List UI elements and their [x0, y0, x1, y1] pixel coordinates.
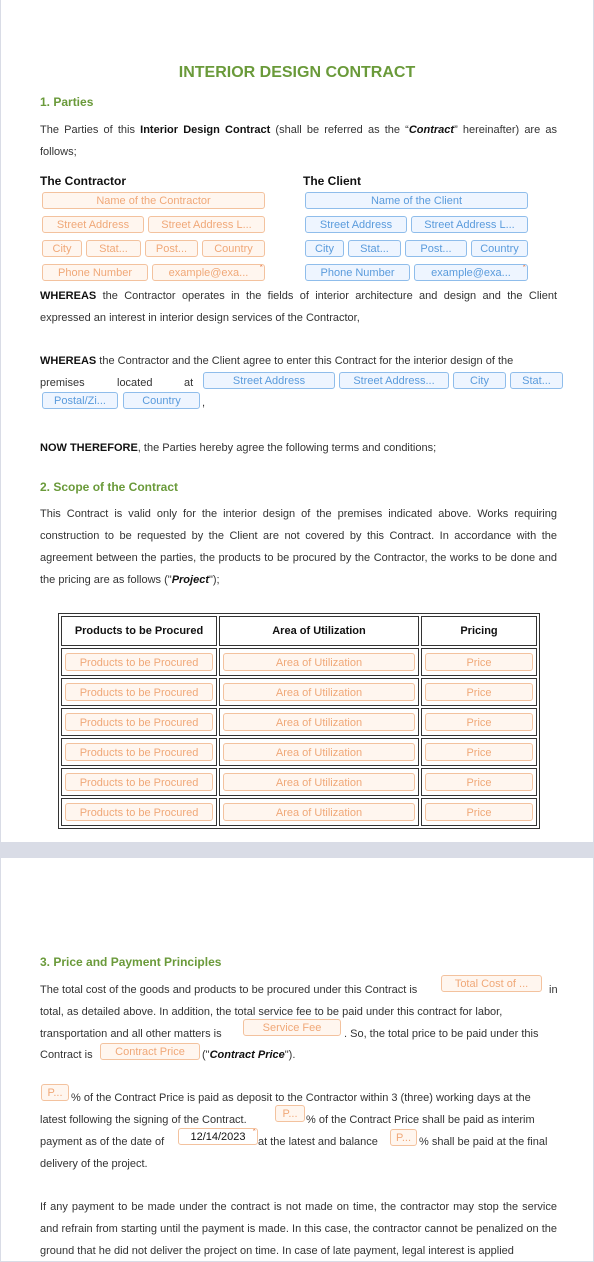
price-line-2: total, as detailed above. In addition, the total service fee to be paid under this contract for labor, [40, 1006, 503, 1018]
interim-percent-field[interactable]: P... [275, 1105, 305, 1122]
payment-line-3b: at the latest and balance [258, 1136, 378, 1148]
area-field[interactable]: Area of Utilization [223, 773, 415, 791]
contractor-phone-field[interactable]: Phone Number [42, 264, 148, 281]
table-row [61, 738, 537, 766]
premises-word: premises [40, 377, 85, 389]
price-field[interactable]: Price [425, 683, 533, 701]
price-line-1b: in [549, 984, 558, 996]
payment-line-4: delivery of the project. [40, 1158, 148, 1170]
product-field[interactable]: Products to be Procured [65, 713, 213, 731]
col-header-area: Area of Utilization [219, 616, 419, 646]
contract-price-field[interactable]: Contract Price [100, 1043, 200, 1060]
premises-state-field[interactable]: Stat... [510, 372, 563, 389]
document-title: INTERIOR DESIGN CONTRACT [178, 64, 416, 81]
section-heading-parties: 1. Parties [40, 95, 94, 109]
project-table [58, 613, 540, 829]
col-header-products: Products to be Procured [61, 616, 217, 646]
client-name-field[interactable]: Name of the Client [305, 192, 528, 209]
client-city-field[interactable]: City [305, 240, 344, 257]
client-phone-field[interactable]: Phone Number [305, 264, 410, 281]
price-field[interactable]: Price [425, 773, 533, 791]
scope-paragraph: This Contract is valid only for the interior design of the premises indicated above. Works requiring construction to be requested by the Client are not covered by this Contract. In accordance with the agreement between the parties, the products to be procured by the Contractor, the works to be done and the pricing are as follows ("Project"); [40, 508, 557, 586]
section-heading-scope: 2. Scope of the Contract [40, 480, 179, 494]
table-header-row [61, 616, 537, 646]
contractor-email-field[interactable]: example@exa... * [152, 264, 265, 281]
price-line-4b: ("Contract Price"). [202, 1049, 296, 1061]
table-row [61, 648, 537, 676]
product-field[interactable]: Products to be Procured [65, 773, 213, 791]
area-field[interactable]: Area of Utilization [223, 803, 415, 821]
intro-paragraph: The Parties of this Interior Design Contract (shall be referred as the “Contract” hereinafter) are as follows; [40, 124, 557, 158]
document-page-1 [1, 0, 593, 842]
whereas-paragraph-2: WHEREAS the Contractor and the Client agree to enter this Contract for the interior design of the [40, 355, 514, 367]
client-street-field[interactable]: Street Address [305, 216, 407, 233]
client-state-field[interactable]: Stat... [348, 240, 401, 257]
payment-line-3a: payment as of the date of [40, 1136, 165, 1148]
price-field[interactable]: Price [425, 743, 533, 761]
client-street2-field[interactable]: Street Address L... [411, 216, 528, 233]
late-payment-paragraph: If any payment to be made under the contract is not made on time, the contractor may stop the service and refrain from starting until the payment is made. In this case, the contractor cannot be penalized on the ground that he did not deliver the project on time. In case of late payment, legal interest is applied [40, 1201, 557, 1257]
price-field[interactable]: Price [425, 803, 533, 821]
document-page-2 [1, 858, 593, 1261]
area-field[interactable]: Area of Utilization [223, 743, 415, 761]
contractor-city-field[interactable]: City [42, 240, 82, 257]
price-line-1a: The total cost of the goods and products to be procured under this Contract is [40, 984, 418, 996]
premises-postal-field[interactable]: Postal/Zi... [42, 392, 118, 409]
premises-street-field[interactable]: Street Address [203, 372, 335, 389]
price-line-3a: transportation and all other matters is [40, 1028, 222, 1040]
client-country-field[interactable]: Country [471, 240, 528, 257]
price-field[interactable]: Price [425, 653, 533, 671]
price-field[interactable]: Price [425, 713, 533, 731]
price-line-4a: Contract is [40, 1049, 93, 1061]
product-field[interactable]: Products to be Procured [65, 803, 213, 821]
located-word: located [117, 377, 153, 389]
service-fee-field[interactable]: Service Fee [243, 1019, 341, 1036]
payment-line-1: % of the Contract Price is paid as deposit to the Contractor within 3 (three) working days at the [71, 1092, 531, 1104]
contractor-state-field[interactable]: Stat... [86, 240, 141, 257]
area-field[interactable]: Area of Utilization [223, 653, 415, 671]
contractor-heading: The Contractor [40, 174, 127, 188]
area-field[interactable]: Area of Utilization [223, 713, 415, 731]
price-line-3b: . So, the total price to be paid under this [344, 1028, 539, 1040]
product-field[interactable]: Products to be Procured [65, 653, 213, 671]
contractor-country-field[interactable]: Country [202, 240, 265, 257]
whereas-paragraph-1: WHEREAS the Contractor operates in the fields of interior architecture and design and the Client expressed an interest in interior design services of the Contractor, [40, 290, 557, 324]
deposit-percent-field[interactable]: P... [41, 1084, 69, 1101]
at-word: at [184, 377, 194, 389]
table-row [61, 798, 537, 826]
interim-date-field[interactable]: 12/14/2023 * [178, 1128, 258, 1145]
balance-percent-field[interactable]: P... [390, 1129, 417, 1146]
contractor-street-field[interactable]: Street Address [42, 216, 144, 233]
payment-line-2a: latest following the signing of the Contract. [40, 1114, 247, 1126]
product-field[interactable]: Products to be Procured [65, 683, 213, 701]
total-cost-field[interactable]: Total Cost of ... [441, 975, 542, 992]
payment-line-3c: % shall be paid at the final [419, 1136, 548, 1148]
premises-country-field[interactable]: Country [123, 392, 200, 409]
premises-comma: , [202, 397, 206, 409]
payment-line-2b: % of the Contract Price shall be paid as interim [306, 1114, 535, 1126]
premises-street2-field[interactable]: Street Address... [339, 372, 449, 389]
contractor-postal-field[interactable]: Post... [145, 240, 198, 257]
contractor-street2-field[interactable]: Street Address L... [148, 216, 265, 233]
client-postal-field[interactable]: Post... [405, 240, 467, 257]
contractor-name-field[interactable]: Name of the Contractor [42, 192, 265, 209]
table-row [61, 678, 537, 706]
client-email-field[interactable]: example@exa... * [414, 264, 528, 281]
product-field[interactable]: Products to be Procured [65, 743, 213, 761]
section-heading-price: 3. Price and Payment Principles [40, 955, 222, 969]
premises-city-field[interactable]: City [453, 372, 506, 389]
client-heading: The Client [303, 174, 362, 188]
col-header-pricing: Pricing [421, 616, 537, 646]
table-row [61, 708, 537, 736]
table-row [61, 768, 537, 796]
now-therefore-paragraph: NOW THEREFORE, the Parties hereby agree the following terms and conditions; [40, 442, 437, 454]
area-field[interactable]: Area of Utilization [223, 683, 415, 701]
